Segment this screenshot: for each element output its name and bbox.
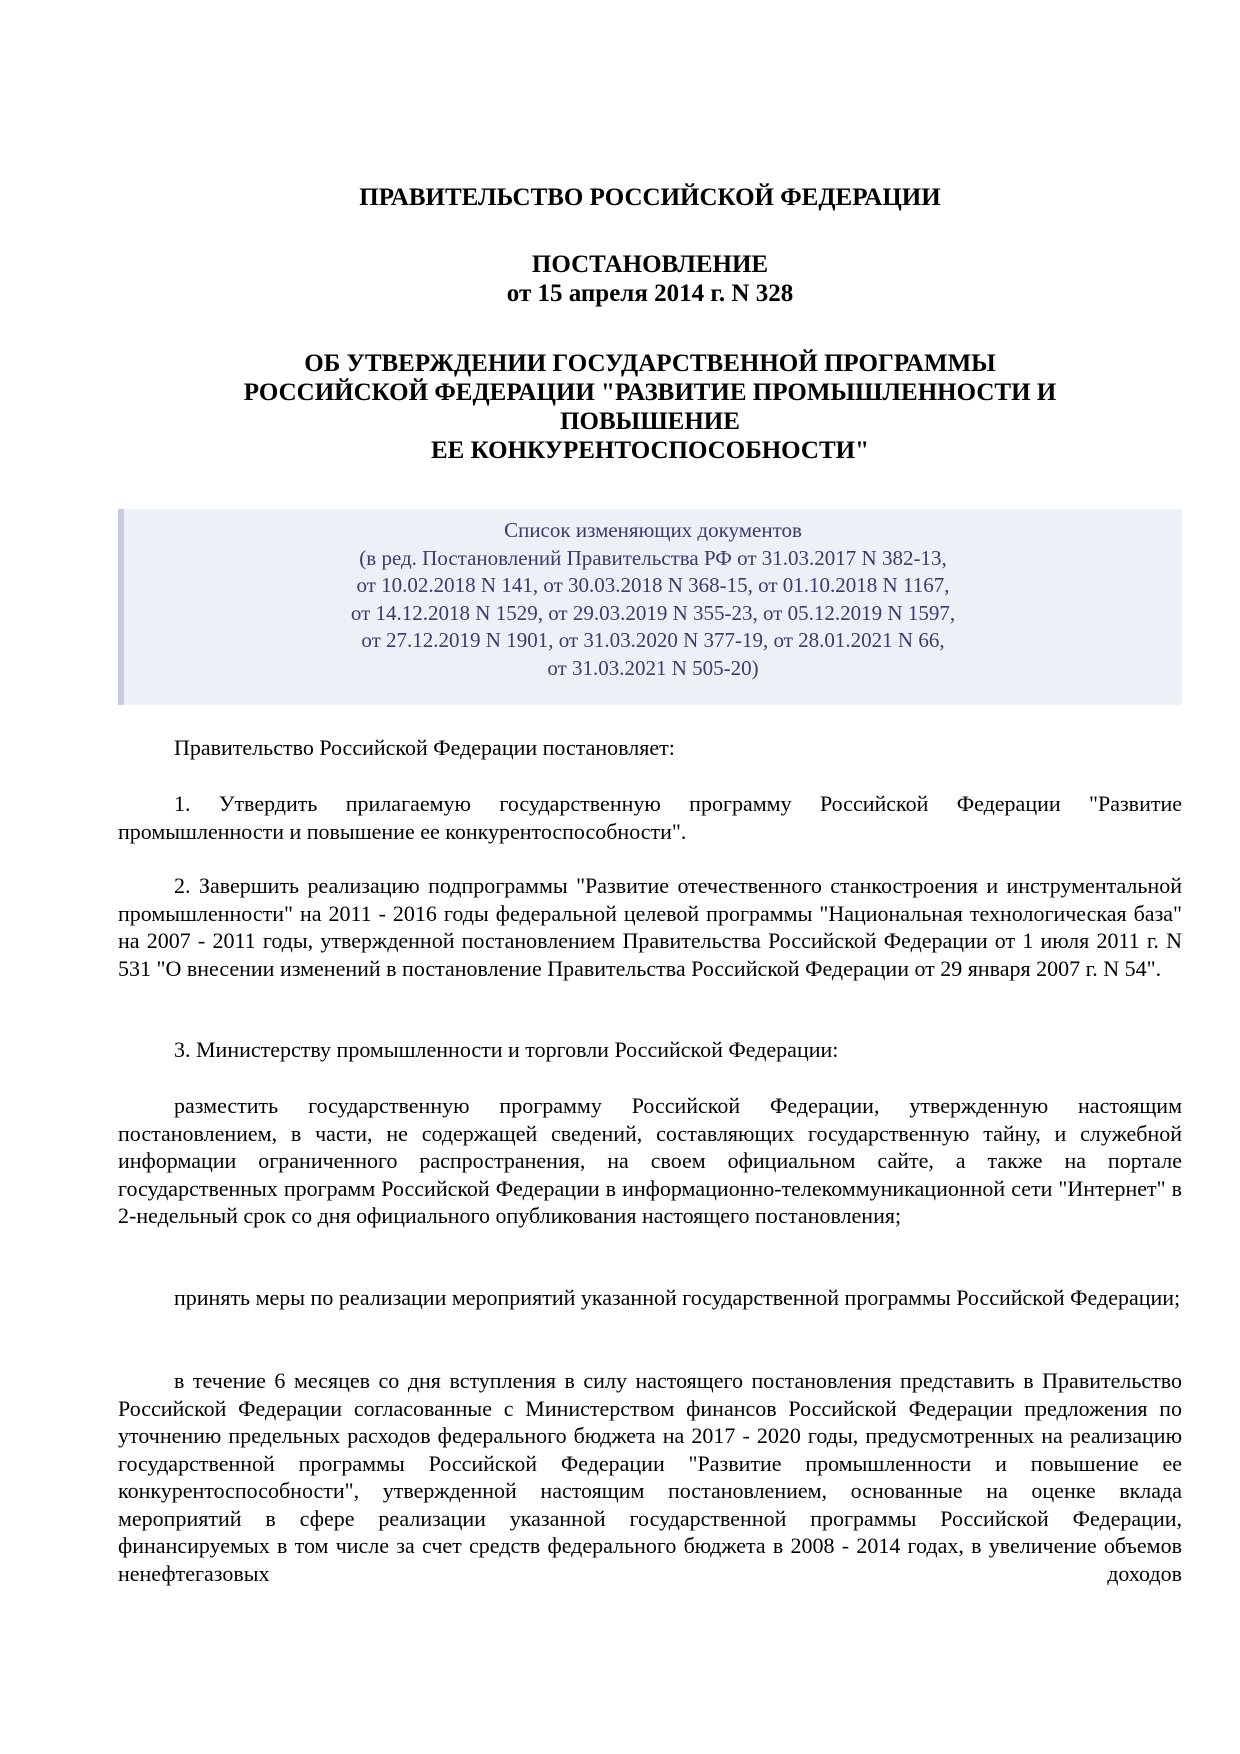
title-line: РОССИЙСКОЙ ФЕДЕРАЦИИ "РАЗВИТИЕ ПРОМЫШЛЕННОСТИ И [243, 379, 1057, 406]
item-3-publish: разместить государственную программу Российской Федерации, утвержденную настоящим постановлением, в части, не содержащей сведений, составляющих государственную тайну, и служебной информации ограниченного распространения, на своем официальном сайте, а также на портале государственных программ Российской Федерации в информационно-телекоммуникационной сети "Интернет" в 2-недельный срок со дня официального опубликования настоящего постановления; [118, 1093, 1182, 1228]
document-date-number: от 15 апреля 2014 г. N 328 [506, 280, 794, 307]
title-line: ОБ УТВЕРЖДЕНИИ ГОСУДАРСТВЕННОЙ ПРОГРАММЫ [304, 350, 996, 377]
amendments-line: (в ред. Постановлений Правительства РФ от 31.03.2017 N 382-13, [359, 545, 947, 570]
item-3: 3. Министерству промышленности и торговли Российской Федерации: [174, 1037, 839, 1062]
amendments-list [120, 517, 1186, 682]
document-type: ПОСТАНОВЛЕНИЕ [531, 251, 769, 278]
resolution-intro: Правительство Российской Федерации постановляет: [174, 735, 675, 760]
title-line: ЕЕ КОНКУРЕНТОСПОСОБНОСТИ" [431, 437, 869, 464]
item-3-measures: принять меры по реализации мероприятий указанной государственной программы Российской Федерации; [174, 1285, 1181, 1310]
amendments-line: от 10.02.2018 N 141, от 30.03.2018 N 368-15, от 01.10.2018 N 1167, [356, 573, 950, 597]
government-heading: ПРАВИТЕЛЬСТВО РОССИЙСКОЙ ФЕДЕРАЦИИ [359, 184, 941, 211]
item-1: 1. Утвердить прилагаемую государственную программу Российской Федерации "Развитие промышленности и повышение ее конкурентоспособности". [118, 791, 1182, 844]
amendments-line: от 14.12.2018 N 1529, от 29.03.2019 N 355-23, от 05.12.2019 N 1597, [350, 600, 956, 625]
item-3-proposals: в течение 6 месяцев со дня вступления в силу настоящего постановления представить в Правительство Российской Федерации согласованные с Министерством финансов Российской Федерации предложения по уточнению предельных расходов федерального бюджета на 2017 - 2020 годы, предусмотренных на реализацию государственной программы Российской Федерации "Развитие промышленности и повышение ее конкурентоспособности", утвержденной настоящим постановлением, основанные на оценке вклада мероприятий в сфере реализации указанной государственной программы Российской Федерации, финансируемых в том числе за счет средств федерального бюджета в 2008 - 2014 годах, в увеличение объемов ненефтегазовых доходов [118, 1368, 1182, 1586]
title-line: ПОВЫШЕНИЕ [560, 408, 740, 435]
amendments-line: от 31.03.2021 N 505-20) [547, 655, 759, 680]
amendments-title: Список изменяющих документов [504, 518, 802, 542]
amendments-line: от 27.12.2019 N 1901, от 31.03.2020 N 377-19, от 28.01.2021 N 66, [361, 628, 945, 652]
item-2: 2. Завершить реализацию подпрограммы "Развитие отечественного станкостроения и инструментальной промышленности" на 2011 - 2016 годы федеральной целевой программы "Национальная технологическая база" на 2007 - 2011 годы, утвержденной постановлением Правительства Российской Федерации от 1 июля 2011 г. N 531 "О внесении изменений в постановление Правительства Российской Федерации от 29 января 2007 г. N 54". [118, 873, 1182, 981]
document-title [118, 349, 1182, 465]
document-type-block [118, 250, 1182, 308]
